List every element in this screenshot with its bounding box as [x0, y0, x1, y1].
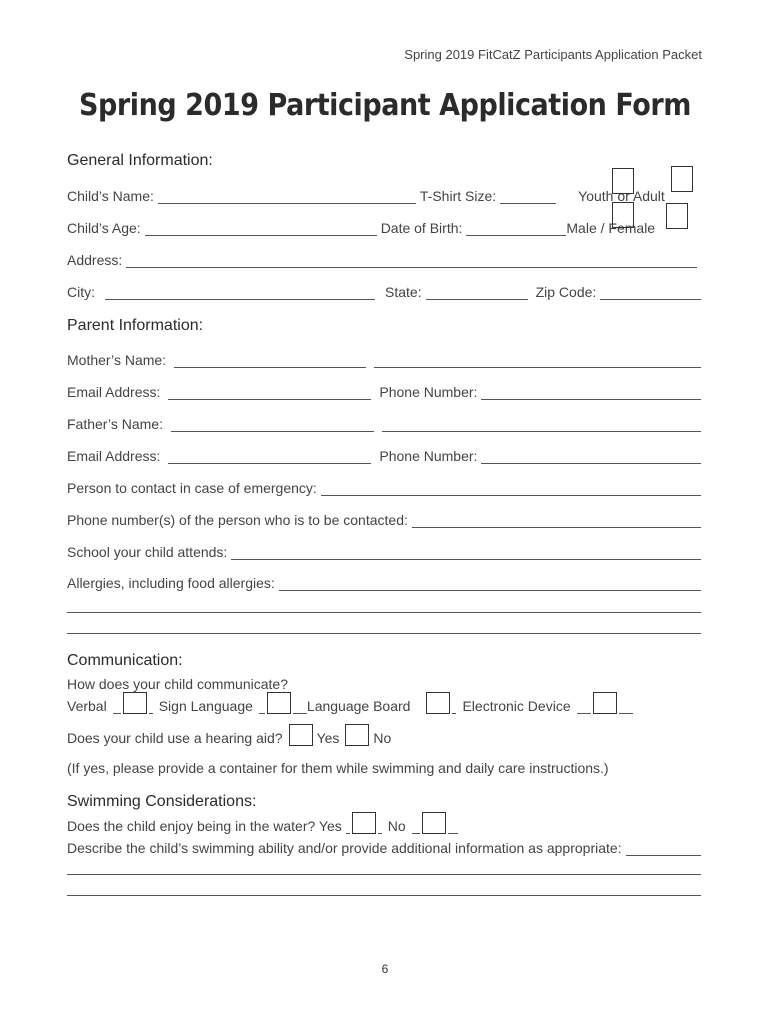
allergies-line-2[interactable]: [67, 612, 701, 613]
emergency-phone-field[interactable]: [412, 512, 701, 528]
electronic-device-checkbox[interactable]: [593, 692, 617, 714]
emergency-contact-label: Person to contact in case of emergency:: [67, 480, 317, 496]
father-email-field[interactable]: [168, 448, 371, 464]
childs-name-field[interactable]: [158, 188, 416, 204]
verbal-checkbox[interactable]: [123, 692, 147, 714]
childs-name-row: [67, 184, 701, 204]
enjoy-water-question: Does the child enjoy being in the water? Yes: [67, 818, 342, 834]
hearing-aid-note: (If yes, please provide a container for them while swimming and daily care instructions.): [67, 760, 609, 776]
general-information-heading: General Information:: [67, 152, 213, 169]
school-label: School your child attends:: [67, 544, 228, 560]
describe-swimming-row: [67, 836, 701, 856]
childs-age-field[interactable]: [145, 220, 377, 236]
enjoy-water-no-label: No: [387, 818, 406, 834]
email-address-label-2: Email Address:: [67, 448, 161, 464]
enjoy-yes-line: [346, 818, 350, 834]
sign-language-checkbox[interactable]: [267, 692, 291, 714]
emergency-contact-field[interactable]: [321, 480, 701, 496]
state-field[interactable]: [426, 284, 528, 300]
communication-heading: Communication:: [67, 652, 183, 669]
enjoy-water-yes-checkbox[interactable]: [352, 812, 376, 834]
device-line-2: [619, 698, 633, 714]
female-checkbox[interactable]: [666, 203, 688, 229]
fathers-name-field[interactable]: [171, 416, 374, 432]
childs-age-label: Child’s Age:: [67, 220, 141, 236]
describe-line-3[interactable]: [67, 895, 701, 896]
verbal-label: Verbal: [67, 698, 107, 714]
adult-checkbox[interactable]: [671, 166, 693, 192]
emergency-phone-row: [67, 508, 701, 528]
hearing-aid-no-label: No: [373, 730, 392, 746]
male-checkbox[interactable]: [612, 202, 634, 228]
enjoy-water-row: [67, 814, 701, 834]
enjoy-yes-line-2: [378, 818, 382, 834]
fathers-name-row: [67, 412, 701, 432]
city-row: [67, 280, 701, 300]
allergies-row: [67, 571, 701, 591]
communication-options-row: [67, 694, 701, 714]
male-female-label: Male / Female: [566, 220, 656, 236]
device-line: [577, 698, 591, 714]
describe-line-2[interactable]: [67, 874, 701, 875]
date-of-birth-label: Date of Birth:: [380, 220, 463, 236]
allergies-label: Allergies, including food allergies:: [67, 575, 275, 591]
email-address-label: Email Address:: [67, 384, 161, 400]
childs-name-label: Child’s Name:: [67, 188, 154, 204]
emergency-phone-label: Phone number(s) of the person who is to be contacted:: [67, 512, 408, 528]
hearing-aid-yes-checkbox[interactable]: [289, 724, 313, 746]
date-of-birth-field[interactable]: [466, 220, 566, 236]
sign-language-label: Sign Language: [158, 698, 253, 714]
verbal-line: [113, 698, 121, 714]
board-line: [452, 698, 456, 714]
fathers-name-field-2[interactable]: [382, 416, 701, 432]
zip-code-label: Zip Code:: [535, 284, 597, 300]
language-board-checkbox[interactable]: [426, 692, 450, 714]
childs-age-row: [67, 216, 701, 236]
describe-swimming-field[interactable]: [626, 840, 701, 856]
enjoy-no-line-2: [448, 818, 458, 834]
electronic-device-label: Electronic Device: [462, 698, 571, 714]
mother-email-field[interactable]: [168, 384, 371, 400]
page-header: Spring 2019 FitCatZ Participants Application Packet: [404, 47, 702, 62]
tshirt-size-label: T-Shirt Size:: [419, 188, 497, 204]
sign-line-2: [293, 698, 307, 714]
mothers-name-label: Mother’s Name:: [67, 352, 167, 368]
mothers-name-field[interactable]: [174, 352, 366, 368]
school-row: [67, 540, 701, 560]
address-label: Address:: [67, 252, 123, 268]
father-phone-field[interactable]: [481, 448, 701, 464]
verbal-line-2: [149, 698, 153, 714]
swimming-considerations-heading: Swimming Considerations:: [67, 793, 257, 810]
sign-line: [259, 698, 265, 714]
page-number: 6: [381, 962, 389, 976]
hearing-aid-yes-label: Yes: [316, 730, 340, 746]
tshirt-size-field[interactable]: [500, 188, 556, 204]
describe-swimming-label: Describe the child’s swimming ability and/or provide additional information as appropriate:: [67, 840, 622, 856]
mother-phone-field[interactable]: [481, 384, 701, 400]
emergency-contact-row: [67, 476, 701, 496]
fathers-name-label: Father’s Name:: [67, 416, 163, 432]
state-label: State:: [385, 284, 422, 300]
enjoy-water-no-checkbox[interactable]: [422, 812, 446, 834]
form-title: Spring 2019 Participant Application Form: [79, 88, 691, 123]
school-field[interactable]: [231, 544, 701, 560]
phone-number-label-2: Phone Number:: [379, 448, 478, 464]
communication-question: How does your child communicate?: [67, 676, 288, 692]
enjoy-no-line: [412, 818, 420, 834]
phone-number-label: Phone Number:: [379, 384, 478, 400]
mothers-name-row: [67, 348, 701, 368]
city-label: City:: [67, 284, 95, 300]
language-board-label: Language Board: [306, 698, 411, 714]
allergies-line-3[interactable]: [67, 633, 701, 634]
city-field[interactable]: [105, 284, 375, 300]
youth-checkbox[interactable]: [612, 168, 634, 194]
parent-information-heading: Parent Information:: [67, 317, 204, 334]
address-row: [67, 248, 701, 268]
mothers-name-field-2[interactable]: [374, 352, 701, 368]
zip-code-field[interactable]: [600, 284, 701, 300]
address-field[interactable]: [126, 252, 697, 268]
hearing-aid-question: Does your child use a hearing aid?: [67, 730, 283, 746]
hearing-aid-no-checkbox[interactable]: [345, 724, 369, 746]
mother-email-row: [67, 380, 701, 400]
father-email-row: [67, 444, 701, 464]
allergies-field[interactable]: [279, 575, 701, 591]
hearing-aid-row: [67, 726, 701, 746]
youth-or-adult-label: Youth or Adult: [578, 188, 665, 204]
